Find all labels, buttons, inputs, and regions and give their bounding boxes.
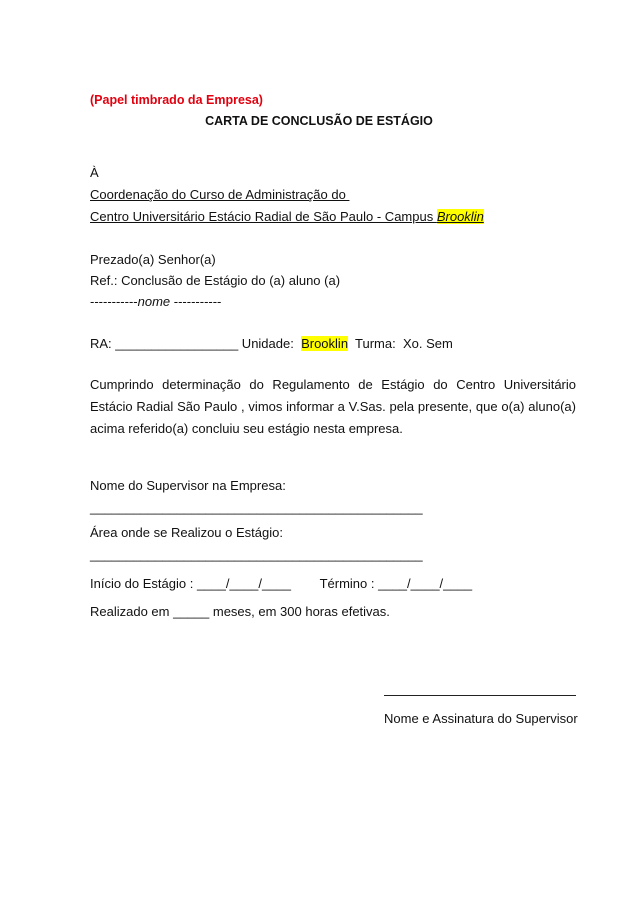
student-name-line	[90, 294, 221, 310]
campus-highlight: Brooklin	[436, 209, 484, 224]
greeting: Prezado(a) Senhor(a)	[90, 252, 216, 267]
name-dashes-right: -----------	[170, 294, 222, 309]
reference-line: Ref.: Conclusão de Estágio do (a) aluno (a)	[90, 273, 341, 288]
name-dashes-left: -----------	[90, 294, 138, 309]
ra-line	[90, 336, 453, 352]
body-line-1: Cumprindo determinação do Regulamento de Estágio do Centro Universitário	[90, 377, 576, 392]
signature-label: Nome e Assinatura do Supervisor	[384, 711, 578, 726]
recipient-to: À	[90, 165, 99, 180]
recipient-line-1: Coordenação do Curso de Administração do	[90, 187, 350, 202]
letterhead-note: (Papel timbrado da Empresa)	[90, 93, 263, 107]
document-title: CARTA DE CONCLUSÃO DE ESTÁGIO	[205, 114, 433, 128]
recipient-line-2	[90, 209, 484, 225]
signature-line	[384, 683, 576, 696]
name-placeholder: nome	[137, 294, 171, 309]
area-blank: ______________________________________________	[90, 547, 423, 562]
body-line-2: Estácio Radial São Paulo , vimos informar a V.Sas. pela presente, que o(a) aluno(a)	[90, 399, 576, 414]
supervisor-blank: ______________________________________________	[90, 500, 423, 515]
supervisor-label: Nome do Supervisor na Empresa:	[90, 478, 286, 493]
dates-line: Início do Estágio : ____/____/____ Término : ____/____/____	[90, 576, 473, 591]
turma-label: Turma: Xo. Sem	[348, 336, 453, 351]
ra-label: RA: _________________ Unidade:	[90, 336, 302, 351]
body-line-3: acima referido(a) concluiu seu estágio nesta empresa.	[90, 421, 403, 436]
area-label: Área onde se Realizou o Estágio:	[90, 525, 283, 540]
recipient-line-2-prefix: Centro Universitário Estácio Radial de São Paulo - Campus	[90, 209, 437, 224]
realized-line: Realizado em _____ meses, em 300 horas efetivas.	[90, 604, 390, 619]
unidade-highlight: Brooklin	[301, 336, 349, 351]
